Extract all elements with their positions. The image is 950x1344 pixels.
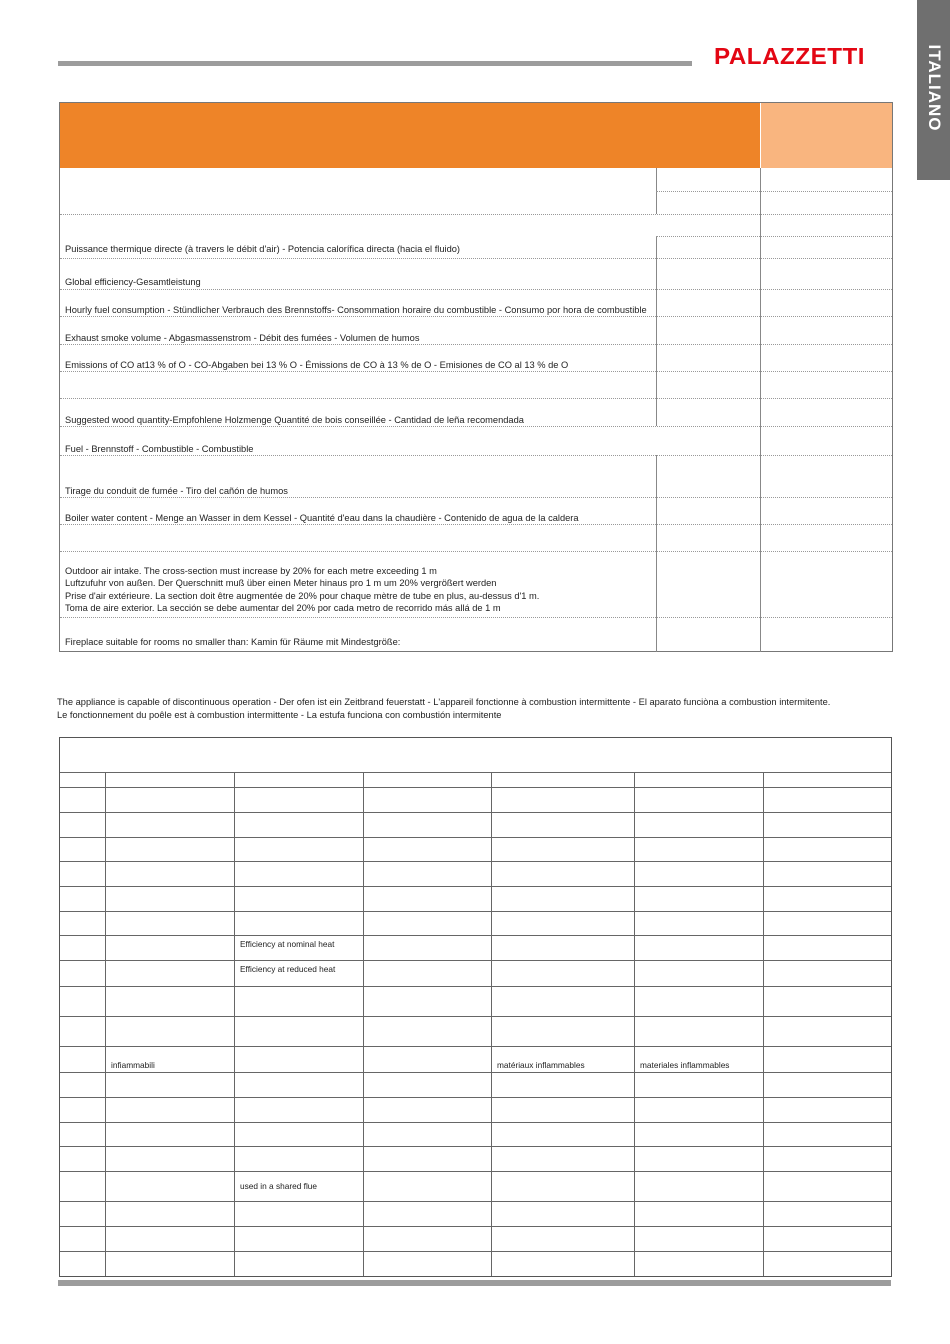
grid-line bbox=[60, 1046, 891, 1047]
spec-header-value bbox=[761, 103, 892, 168]
grid-line bbox=[60, 1146, 891, 1147]
grid-line bbox=[60, 861, 891, 862]
row-separator bbox=[60, 344, 892, 345]
grid-line bbox=[60, 1072, 891, 1073]
spec-row-label: Suggested wood quantity-Empfohlene Holzmenge Quantité de bois conseillée - Cantidad de leña recomendada bbox=[65, 415, 524, 425]
row-separator bbox=[656, 191, 892, 192]
row-separator bbox=[60, 214, 892, 215]
row-separator bbox=[656, 236, 892, 237]
grid-line bbox=[60, 1226, 891, 1227]
grid-line bbox=[60, 935, 891, 936]
row-separator bbox=[60, 258, 892, 259]
spec-row-label: Tirage du conduit de fumée - Tiro del cañón de humos bbox=[65, 486, 288, 496]
grid-line bbox=[60, 837, 891, 838]
air-intake-line: Luftzufuhr von außen. Der Querschnitt muß über einen Meter hinaus pro 1 m um 20% vergrößert werden bbox=[65, 578, 497, 588]
divider bbox=[760, 168, 761, 652]
grid-line bbox=[234, 772, 235, 1276]
grid-line bbox=[60, 1016, 891, 1017]
spec-row-label: Hourly fuel consumption - Stündlicher Verbrauch des Brennstoffs- Consommation horaire du combustible - Consumo por hora de combustible bbox=[65, 305, 647, 315]
divider bbox=[656, 455, 657, 652]
grid-line bbox=[60, 787, 891, 788]
air-intake-line: Prise d'air extérieure. La section doit être augmentée de 20% pour chaque mètre de tube en plus, au-dessus d'1 m. bbox=[65, 591, 540, 601]
grid-line bbox=[60, 886, 891, 887]
spec-row-label: Global efficiency-Gesamtleistung bbox=[65, 277, 201, 287]
footer-rule bbox=[58, 1280, 891, 1286]
data-grid bbox=[59, 737, 892, 1277]
grid-line bbox=[634, 772, 635, 1276]
grid-line bbox=[60, 1201, 891, 1202]
brand-logo: PALAZZETTI bbox=[714, 43, 866, 69]
spec-row-label: Puissance thermique directe (à travers le débit d'air) - Potencia calorífica directa (hacia el fluido) bbox=[65, 244, 461, 254]
grid-line bbox=[60, 812, 891, 813]
grid-line bbox=[491, 772, 492, 1276]
language-tab-label: ITALIANO bbox=[924, 44, 944, 132]
operation-note: Le fonctionnement du poêle est à combustion intermittente - La estufa funciona con combustión intermitente bbox=[57, 710, 502, 720]
row-separator bbox=[60, 497, 892, 498]
grid-line bbox=[60, 986, 891, 987]
spec-row-label: Fuel - Brennstoff - Combustible - Combustible bbox=[65, 444, 254, 454]
spec-row-label: Boiler water content - Menge an Wasser in dem Kessel - Quantité d'eau dans la chaudière - Contenido de agua de la caldera bbox=[65, 513, 579, 523]
grid-line bbox=[60, 1251, 891, 1252]
row-separator bbox=[60, 289, 892, 290]
grid-cell: matériaux inflammables bbox=[497, 1060, 585, 1070]
grid-line bbox=[60, 772, 891, 773]
row-separator bbox=[60, 455, 892, 456]
spec-row-label: Exhaust smoke volume - Abgasmassenstrom - Débit des fumées - Volumen de humos bbox=[65, 333, 420, 343]
row-separator bbox=[60, 551, 892, 552]
grid-line bbox=[60, 1122, 891, 1123]
grid-cell: used in a shared flue bbox=[240, 1181, 318, 1191]
grid-cell: infiammabili bbox=[111, 1060, 155, 1070]
grid-cell: Efficiency at reduced heat bbox=[240, 964, 336, 974]
grid-line bbox=[363, 772, 364, 1276]
row-separator bbox=[60, 316, 892, 317]
grid-line bbox=[763, 772, 764, 1276]
grid-line bbox=[60, 911, 891, 912]
row-separator bbox=[60, 398, 892, 399]
spec-row-label: Emissions of CO at13 % of O - CO-Abgaben bei 13 % O - Émissions de CO à 13 % de O - Emisiones de CO al 13 % de O bbox=[65, 360, 569, 370]
operation-note: The appliance is capable of discontinuous operation - Der ofen ist ein Zeitbrand feuerstatt - L'appareil fonctionne à combustion intermittente - El aparato funciòna a combustion intermitente. bbox=[57, 697, 831, 707]
row-separator bbox=[60, 617, 892, 618]
grid-line bbox=[60, 1171, 891, 1172]
row-separator bbox=[60, 426, 892, 427]
air-intake-line: Outdoor air intake. The cross-section must increase by 20% for each metre exceeding 1 m bbox=[65, 566, 437, 576]
header-rule bbox=[58, 61, 692, 66]
grid-cell: materiales inflammables bbox=[640, 1060, 730, 1070]
air-intake-line: Toma de aire exterior. La sección se debe aumentar del 20% por cada metro de recorrido más allá de 1 m bbox=[65, 603, 501, 613]
spec-header bbox=[60, 103, 760, 168]
grid-line bbox=[60, 1097, 891, 1098]
grid-cell: Efficiency at nominal heat bbox=[240, 939, 335, 949]
grid-line bbox=[105, 772, 106, 1276]
language-tab bbox=[917, 0, 950, 180]
spec-row-label: Fireplace suitable for rooms no smaller than: Kamin für Räume mit Mindestgröße: bbox=[65, 637, 401, 647]
row-separator bbox=[60, 524, 892, 525]
row-separator bbox=[60, 371, 892, 372]
grid-line bbox=[60, 960, 891, 961]
spec-table bbox=[59, 102, 893, 652]
